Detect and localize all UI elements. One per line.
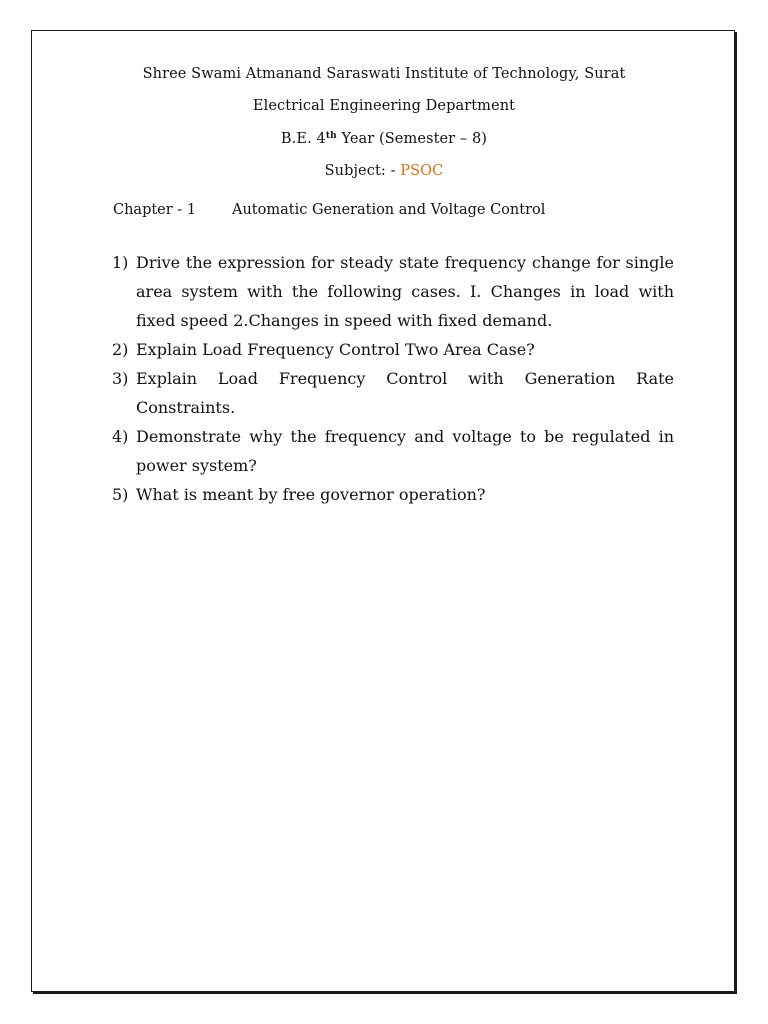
question-item [112,248,674,335]
question-item [112,480,674,509]
question-item [112,364,674,422]
chapter-label: Chapter - 1 [113,202,197,218]
chapter-heading [113,202,545,218]
question-item [112,335,674,364]
subject-line [0,163,768,179]
subject-label: Subject: - [324,163,401,179]
question-text: Drive the expression for steady state frequency change for single area system with the following cases. I. Changes in load with fixed speed 2.Changes in speed with fixed demand. [136,253,674,330]
year-superscript: th [325,131,337,141]
question-number: 1) [112,253,129,272]
department-name: Electrical Engineering Department [252,98,516,114]
question-number: 2) [112,340,129,359]
question-item [112,422,674,480]
question-text: Explain Load Frequency Control with Generation Rate Constraints. [136,369,674,417]
institute-name: Shree Swami Atmanand Saraswati Institute of Technology, Surat [142,66,626,82]
subject-value: PSOC [400,163,444,179]
question-number: 5) [112,485,129,504]
year-prefix: B.E. 4 [280,131,326,147]
question-number: 4) [112,427,129,446]
question-text: Explain Load Frequency Control Two Area Case? [136,340,535,359]
question-text: What is meant by free governor operation? [136,485,486,504]
question-list [112,248,674,509]
question-number: 3) [112,369,129,388]
year-semester [0,131,768,147]
chapter-title: Automatic Generation and Voltage Control [232,202,546,218]
question-text: Demonstrate why the frequency and voltage to be regulated in power system? [136,427,674,475]
year-suffix: Year (Semester – 8) [336,131,488,147]
